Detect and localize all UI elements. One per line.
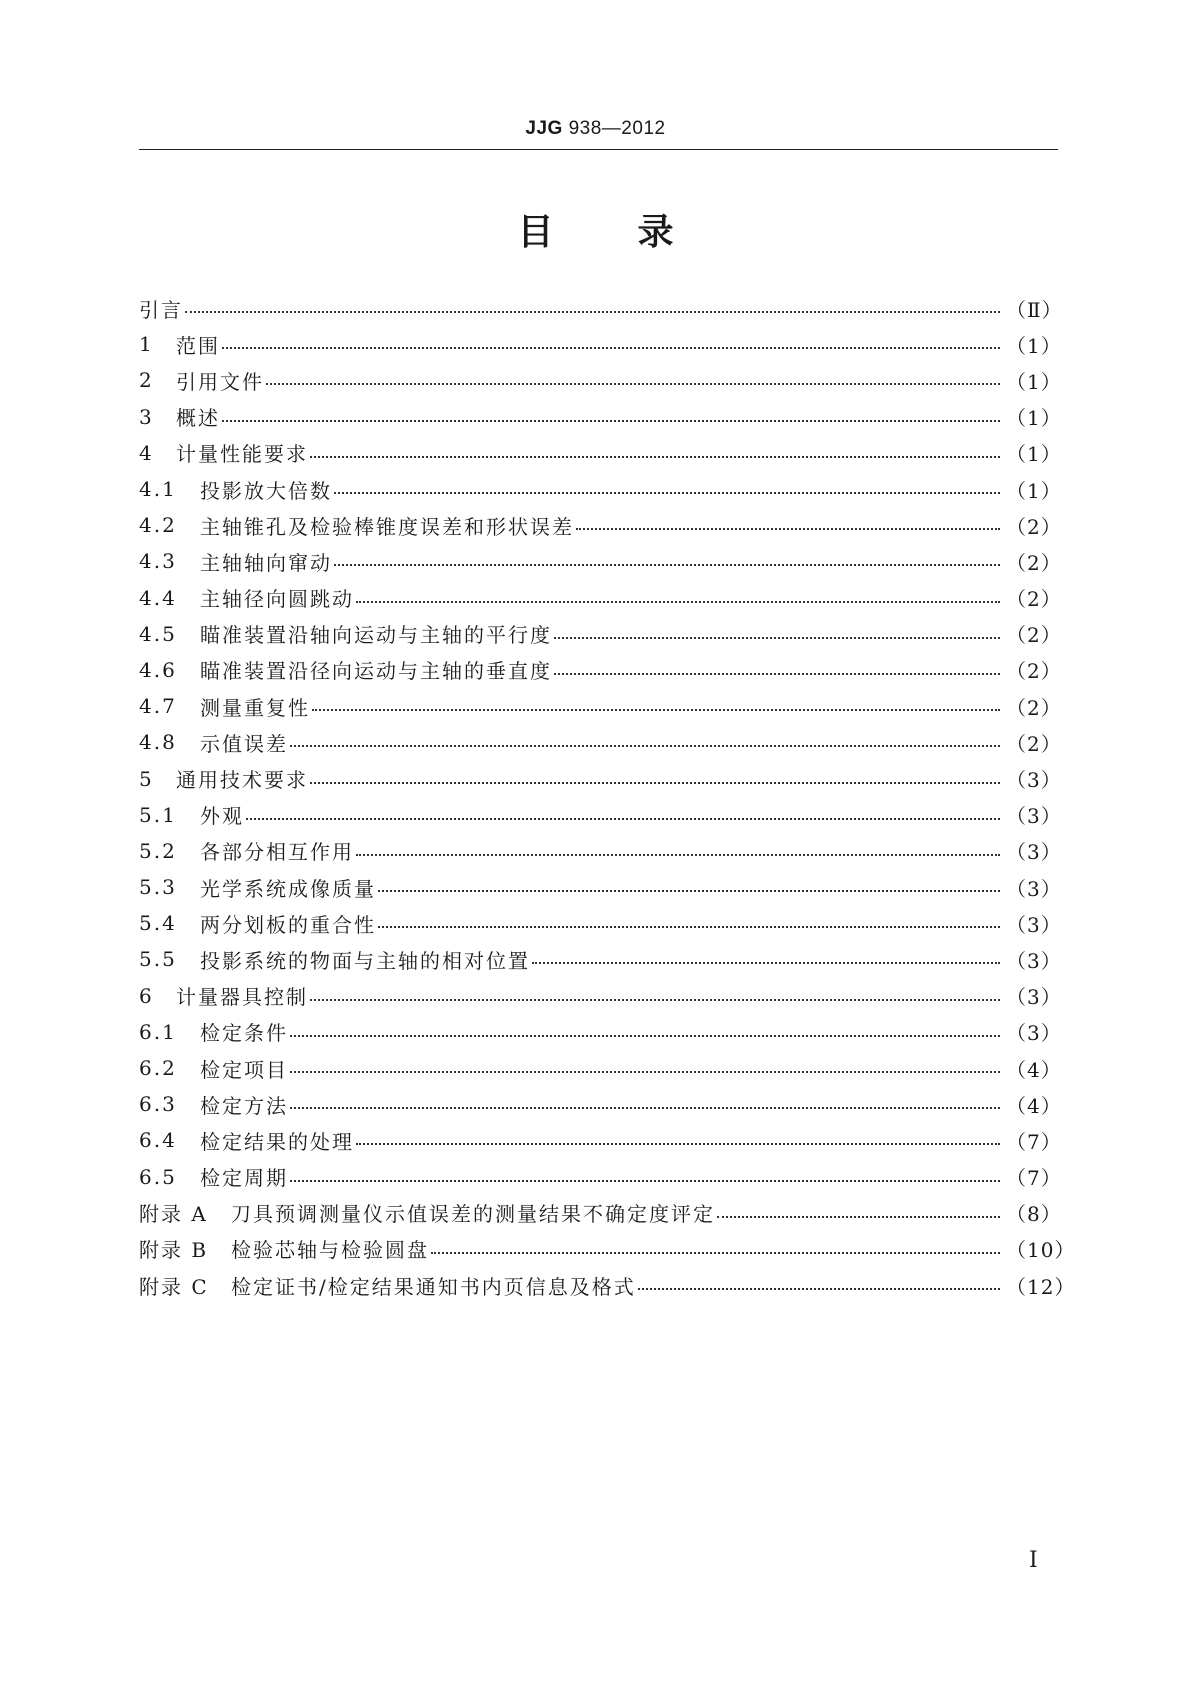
toc-dot-leader: [185, 311, 1000, 313]
toc-entry-page: （2）: [1006, 514, 1062, 539]
toc-entry-title: 计量器具控制: [176, 985, 308, 1010]
toc-entry-page: （3）: [1006, 768, 1062, 793]
standard-number: 938—2012: [568, 118, 666, 139]
toc-entry-page: （1）: [1006, 478, 1062, 503]
toc-entry-page: （Ⅱ）: [1006, 297, 1063, 322]
toc-entry-title: 投影放大倍数: [200, 478, 332, 503]
toc-dot-leader: [356, 601, 1000, 603]
toc-entry-title: 检定条件: [200, 1021, 288, 1046]
toc-entry-number: 5: [139, 766, 154, 791]
toc-entry-title: 主轴锥孔及检验棒锥度误差和形状误差: [200, 514, 574, 539]
toc-entry[interactable]: [139, 869, 1062, 905]
toc-entry-page: （3）: [1006, 985, 1062, 1010]
toc-entry-number: 6: [139, 983, 154, 1008]
toc-entry[interactable]: [139, 1195, 1062, 1231]
toc-entry-title: 各部分相互作用: [200, 840, 354, 865]
toc-entry-page: （2）: [1006, 587, 1062, 612]
toc-dot-leader: [532, 962, 1000, 964]
toc-entry-page: （3）: [1006, 1021, 1062, 1046]
toc-dot-leader: [576, 528, 1000, 530]
toc-entry-title: 主轴径向圆跳动: [200, 587, 354, 612]
toc-entry[interactable]: [139, 507, 1062, 543]
toc-entry-title: 主轴轴向窜动: [200, 550, 332, 575]
toc-dot-leader: [290, 745, 1000, 747]
toc-entry-page: （7）: [1006, 1166, 1062, 1191]
toc-entry[interactable]: [139, 543, 1062, 579]
toc-entry[interactable]: [139, 724, 1062, 760]
toc-entry-title: 刀具预调测量仪示值误差的测量结果不确定度评定: [231, 1202, 715, 1227]
toc-entry-page: （2）: [1006, 550, 1062, 575]
toc-entry-title: 检定结果的处理: [200, 1129, 354, 1154]
toc-entry[interactable]: [139, 580, 1062, 616]
toc-dot-leader: [310, 456, 1000, 458]
toc-dot-leader: [356, 854, 1000, 856]
toc-entry-number: 5.1: [139, 802, 177, 827]
toc-entry-title: 两分划板的重合性: [200, 912, 376, 937]
toc-entry-page: （2）: [1006, 623, 1062, 648]
toc-entry-number: 5.5: [139, 947, 177, 972]
toc-entry-number: 4.7: [139, 694, 177, 719]
toc-entry-number: 4.2: [139, 513, 177, 538]
standard-code: JJG: [525, 118, 563, 139]
toc-entry-page: （2）: [1006, 731, 1062, 756]
toc-entry[interactable]: [139, 1122, 1062, 1158]
toc-dot-leader: [554, 673, 1000, 675]
header-rule: [139, 149, 1058, 150]
toc-entry-title: 检定方法: [200, 1093, 288, 1118]
toc-entry-number: 6.4: [139, 1128, 177, 1153]
toc-dot-leader: [431, 1252, 1000, 1254]
toc-entry-number: 3: [139, 404, 154, 429]
title-char-2: 录: [637, 212, 674, 253]
toc-entry-title: 检定项目: [200, 1057, 288, 1082]
toc-entry-number: 2: [139, 368, 154, 393]
toc-entry-page: （1）: [1006, 406, 1062, 431]
toc-entry[interactable]: [139, 1050, 1062, 1086]
toc-entry[interactable]: [139, 1267, 1076, 1303]
toc-entry-page: （7）: [1006, 1129, 1062, 1154]
toc-entry-title: 引用文件: [176, 369, 264, 394]
document-header: [0, 118, 1191, 140]
toc-entry-title: 范围: [176, 333, 220, 358]
toc-entry-title: 检定周期: [200, 1166, 288, 1191]
toc-entry-title: 瞄准装置沿轴向运动与主轴的平行度: [200, 623, 552, 648]
toc-dot-leader: [310, 782, 1000, 784]
toc-entry-number: 4: [139, 440, 154, 465]
toc-entry-page: （2）: [1006, 695, 1062, 720]
toc-entry[interactable]: [139, 1159, 1062, 1195]
toc-dot-leader: [378, 926, 1000, 928]
table-of-contents: [139, 290, 1076, 1303]
toc-entry-page: （4）: [1006, 1093, 1062, 1118]
toc-entry-page: （3）: [1006, 876, 1062, 901]
toc-dot-leader: [290, 1035, 1000, 1037]
toc-entry-page: （3）: [1006, 912, 1062, 937]
toc-entry[interactable]: [139, 905, 1062, 941]
toc-entry-number: 4.6: [139, 657, 177, 682]
toc-entry-page: （2）: [1006, 659, 1062, 684]
toc-entry-title: 瞄准装置沿径向运动与主轴的垂直度: [200, 659, 552, 684]
toc-entry-number: 6.2: [139, 1056, 177, 1081]
toc-dot-leader: [334, 564, 1000, 566]
toc-entry-title: 测量重复性: [200, 695, 310, 720]
toc-dot-leader: [246, 818, 1000, 820]
toc-entry-number: 6.5: [139, 1164, 177, 1189]
toc-entry-number: 5.4: [139, 911, 177, 936]
toc-entry-title: 检验芯轴与检验圆盘: [231, 1238, 429, 1263]
toc-entry-number: 4.1: [139, 477, 177, 502]
page-title: [0, 204, 1191, 255]
toc-dot-leader: [717, 1216, 1000, 1218]
toc-entry-number: 4.3: [139, 549, 177, 574]
toc-entry-number: 4.8: [139, 730, 177, 755]
toc-entry[interactable]: [139, 362, 1062, 398]
toc-dot-leader: [290, 1180, 1000, 1182]
toc-entry-number: 5.3: [139, 875, 177, 900]
toc-entry-title: 通用技术要求: [176, 768, 308, 793]
toc-entry-title: 检定证书/检定结果通知书内页信息及格式: [231, 1274, 636, 1299]
toc-entry[interactable]: [139, 797, 1062, 833]
toc-dot-leader: [266, 383, 1000, 385]
toc-entry-number: 4.5: [139, 621, 177, 646]
toc-entry-number: 5.2: [139, 838, 177, 863]
toc-dot-leader: [378, 890, 1000, 892]
toc-entry-number: 附录 C: [139, 1274, 209, 1299]
page-number: Ⅰ: [1029, 1548, 1038, 1573]
toc-entry-title: 引言: [139, 297, 183, 322]
toc-entry-page: （1）: [1006, 369, 1062, 394]
toc-dot-leader: [554, 637, 1000, 639]
toc-entry[interactable]: [139, 471, 1062, 507]
toc-dot-leader: [310, 999, 1000, 1001]
toc-entry-page: （12）: [1006, 1274, 1076, 1299]
toc-entry[interactable]: [139, 688, 1062, 724]
toc-entry-number: 1: [139, 332, 154, 357]
toc-entry-page: （10）: [1006, 1238, 1076, 1263]
toc-dot-leader: [638, 1288, 1000, 1290]
toc-entry[interactable]: [139, 290, 1063, 326]
toc-dot-leader: [222, 420, 1000, 422]
toc-entry-title: 示值误差: [200, 731, 288, 756]
toc-entry-page: （3）: [1006, 840, 1062, 865]
toc-entry[interactable]: [139, 435, 1062, 471]
toc-entry-page: （3）: [1006, 804, 1062, 829]
toc-entry-page: （8）: [1006, 1202, 1062, 1227]
toc-entry-number: 6.1: [139, 1019, 177, 1044]
toc-entry-page: （1）: [1006, 442, 1062, 467]
toc-entry[interactable]: [139, 326, 1062, 362]
toc-entry-number: 4.4: [139, 585, 177, 610]
toc-dot-leader: [334, 492, 1000, 494]
toc-dot-leader: [356, 1143, 1000, 1145]
toc-entry-page: （1）: [1006, 333, 1062, 358]
toc-entry[interactable]: [139, 978, 1062, 1014]
toc-entry[interactable]: [139, 616, 1062, 652]
toc-entry-page: （4）: [1006, 1057, 1062, 1082]
toc-entry[interactable]: [139, 1231, 1076, 1267]
toc-dot-leader: [312, 709, 1000, 711]
toc-entry[interactable]: [139, 652, 1062, 688]
toc-entry-number: 附录 B: [139, 1238, 209, 1263]
toc-entry[interactable]: [139, 760, 1062, 796]
toc-entry-number: 6.3: [139, 1092, 177, 1117]
toc-entry-number: 附录 A: [139, 1202, 208, 1227]
toc-entry-title: 概述: [176, 406, 220, 431]
toc-entry-page: （3）: [1006, 948, 1062, 973]
toc-entry[interactable]: [139, 833, 1062, 869]
toc-dot-leader: [290, 1107, 1000, 1109]
toc-entry-title: 投影系统的物面与主轴的相对位置: [200, 948, 530, 973]
toc-dot-leader: [290, 1071, 1000, 1073]
toc-entry-title: 外观: [200, 804, 244, 829]
toc-entry-title: 光学系统成像质量: [200, 876, 376, 901]
title-char-1: 目: [517, 212, 554, 253]
toc-entry[interactable]: [139, 1014, 1062, 1050]
toc-entry-title: 计量性能要求: [176, 442, 308, 467]
toc-entry[interactable]: [139, 1086, 1062, 1122]
toc-entry[interactable]: [139, 941, 1062, 977]
toc-dot-leader: [222, 347, 1000, 349]
toc-entry[interactable]: [139, 399, 1062, 435]
